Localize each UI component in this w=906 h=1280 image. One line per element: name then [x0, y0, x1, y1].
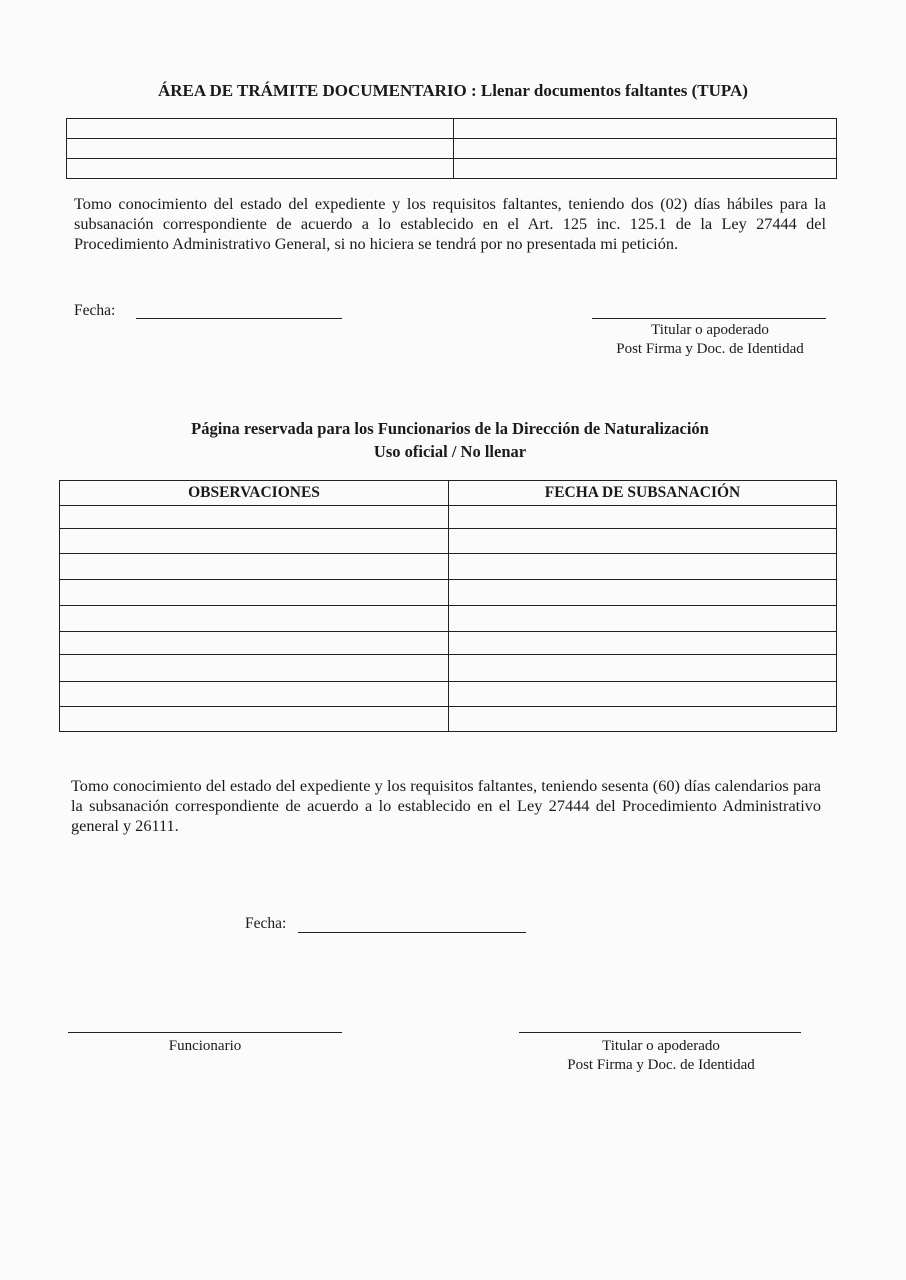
observations-table: [59, 480, 837, 732]
table-cell[interactable]: [449, 554, 837, 580]
table-cell[interactable]: [449, 606, 837, 632]
section2-subtitle: Uso oficial / No llenar: [373, 442, 527, 461]
column-header-fecha-subsanacion: FECHA DE SUBSANACIÓN: [449, 481, 837, 506]
missing-documents-table: [66, 118, 837, 179]
section1-title: ÁREA DE TRÁMITE DOCUMENTARIO : Llenar documentos faltantes (TUPA): [158, 81, 748, 100]
section1-paragraph: Tomo conocimiento del estado del expediente y los requisitos faltantes, teniendo dos (02) días hábiles para la subsanación correspondiente de acuerdo a lo establecido en el Art. 125 inc. 125.1 de la Ley 27444 del Procedimiento Administrativo General, si no hiciera se tendrá por no presentada mi petición.: [74, 194, 826, 253]
table-cell[interactable]: [60, 707, 449, 732]
table-cell[interactable]: [60, 655, 449, 682]
signature-sublabel: Post Firma y Doc. de Identidad: [567, 1057, 755, 1073]
signature-label: Titular o apoderado: [651, 322, 769, 338]
section2-title: Página reservada para los Funcionarios de la Dirección de Naturalización: [191, 419, 709, 438]
column-header-observaciones: OBSERVACIONES: [60, 481, 449, 506]
table-cell[interactable]: [449, 580, 837, 606]
table-cell[interactable]: [60, 606, 449, 632]
fecha-label: Fecha:: [74, 302, 116, 319]
table-cell[interactable]: [60, 554, 449, 580]
funcionario-signature-line[interactable]: [68, 1032, 342, 1033]
fecha-label: Fecha:: [245, 915, 287, 932]
table-cell[interactable]: [449, 707, 837, 732]
signature-sublabel: Post Firma y Doc. de Identidad: [616, 341, 804, 357]
signature-label: Titular o apoderado: [602, 1038, 720, 1054]
table-cell[interactable]: [449, 682, 837, 707]
funcionario-label: Funcionario: [168, 1038, 242, 1054]
fecha-input-line[interactable]: [136, 318, 342, 319]
signature-line[interactable]: [592, 318, 826, 319]
section2-paragraph: Tomo conocimiento del estado del expediente y los requisitos faltantes, teniendo sesenta (60) días calendarios para la subsanación correspondiente de acuerdo a lo establecido en el Ley 27444 del Procedimiento Administrativo general y 26111.: [71, 776, 821, 835]
table-cell[interactable]: [449, 632, 837, 655]
table-cell[interactable]: [454, 159, 837, 179]
table-cell[interactable]: [60, 580, 449, 606]
table-cell[interactable]: [60, 529, 449, 554]
table-cell[interactable]: [60, 682, 449, 707]
table-cell[interactable]: [449, 529, 837, 554]
table-cell[interactable]: [454, 139, 837, 159]
table-cell[interactable]: [67, 119, 454, 139]
table-cell[interactable]: [60, 506, 449, 529]
table-cell[interactable]: [67, 139, 454, 159]
table-cell[interactable]: [449, 655, 837, 682]
table-cell[interactable]: [449, 506, 837, 529]
signature-line[interactable]: [519, 1032, 801, 1033]
table-cell[interactable]: [67, 159, 454, 179]
table-cell[interactable]: [454, 119, 837, 139]
fecha-input-line[interactable]: [298, 932, 526, 933]
table-cell[interactable]: [60, 632, 449, 655]
